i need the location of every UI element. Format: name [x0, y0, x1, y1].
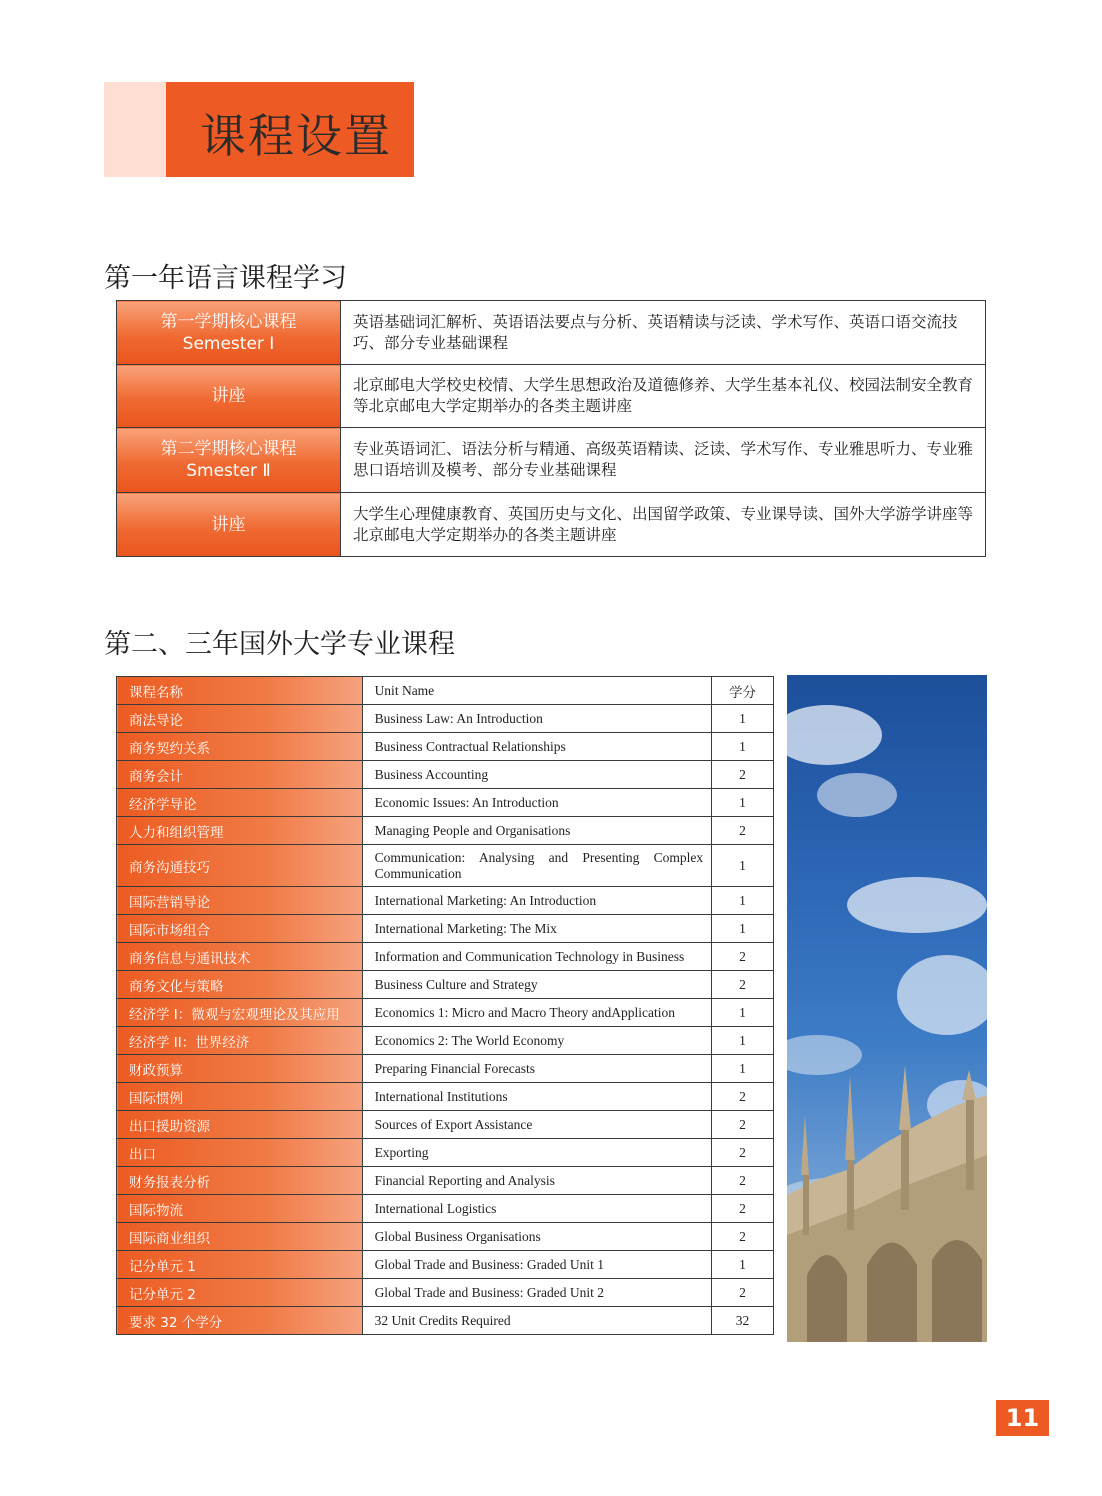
course-cn: 商务沟通技巧: [117, 845, 363, 887]
table-row: [117, 1223, 774, 1251]
course-en: Business Culture and Strategy: [362, 971, 712, 999]
row-label-sub: Smester Ⅱ: [186, 461, 271, 481]
course-credit: 1: [712, 1027, 774, 1055]
cathedral-photo: [787, 675, 987, 1342]
course-cn: 经济学导论: [117, 789, 363, 817]
course-cn: 国际营销导论: [117, 887, 363, 915]
course-en: Business Law: An Introduction: [362, 705, 712, 733]
course-cn: 商务信息与通讯技术: [117, 943, 363, 971]
table-header-row: [117, 677, 774, 705]
table-row: [117, 1307, 774, 1335]
header-credit: 学分: [712, 677, 774, 705]
table-row: [117, 1083, 774, 1111]
table-row: [117, 915, 774, 943]
course-cn: 人力和组织管理: [117, 817, 363, 845]
header-course-name: 课程名称: [117, 677, 363, 705]
table-row: [117, 817, 774, 845]
lecture-label: [117, 493, 341, 557]
course-credit: 2: [712, 1167, 774, 1195]
language-course-table: [116, 300, 986, 557]
table-row: [117, 1111, 774, 1139]
table-row: [117, 887, 774, 915]
course-en: Global Business Organisations: [362, 1223, 712, 1251]
course-credit: 2: [712, 761, 774, 789]
course-en: International Marketing: The Mix: [362, 915, 712, 943]
table-row: [117, 845, 774, 887]
course-en: Global Trade and Business: Graded Unit 2: [362, 1279, 712, 1307]
page-number: 11: [996, 1400, 1049, 1436]
course-en: Communication: Analysing and Presenting Complex Communication: [362, 845, 712, 887]
course-cn: 国际市场组合: [117, 915, 363, 943]
table-row: [117, 493, 986, 557]
course-cn: 商务会计: [117, 761, 363, 789]
table-row: [117, 971, 774, 999]
table-row: [117, 705, 774, 733]
course-credit: 1: [712, 887, 774, 915]
course-credit: 2: [712, 1279, 774, 1307]
section2-title: 第二、三年国外大学专业课程: [104, 629, 455, 660]
section1-title: 第一年语言课程学习: [104, 263, 347, 294]
table-row: [117, 789, 774, 817]
course-credit: 1: [712, 705, 774, 733]
course-credit: 2: [712, 971, 774, 999]
course-en: Exporting: [362, 1139, 712, 1167]
row-label-sub: Semester Ⅰ: [182, 333, 275, 354]
course-en: Economics 1: Micro and Macro Theory andApplication: [362, 999, 712, 1027]
course-en: International Logistics: [362, 1195, 712, 1223]
table-row: [117, 1139, 774, 1167]
course-en: International Marketing: An Introduction: [362, 887, 712, 915]
lecture-label: [117, 365, 341, 428]
course-cn: 商法导论: [117, 705, 363, 733]
course-cn: 经济学 II：世界经济: [117, 1027, 363, 1055]
course-credit: 1: [712, 789, 774, 817]
table-row: [117, 365, 986, 428]
course-en: Sources of Export Assistance: [362, 1111, 712, 1139]
table-row: [117, 999, 774, 1027]
course-en: Global Trade and Business: Graded Unit 1: [362, 1251, 712, 1279]
course-cn: 国际商业组织: [117, 1223, 363, 1251]
course-cn: 出口: [117, 1139, 363, 1167]
course-en: Financial Reporting and Analysis: [362, 1167, 712, 1195]
table-row: [117, 1279, 774, 1307]
course-credit: 2: [712, 817, 774, 845]
professional-course-table: [116, 676, 774, 1335]
course-credit: 1: [712, 1251, 774, 1279]
course-en: Business Accounting: [362, 761, 712, 789]
course-credit: 1: [712, 733, 774, 761]
page-title: 课程设置: [200, 109, 392, 163]
course-cn: 财政预算: [117, 1055, 363, 1083]
course-en: Managing People and Organisations: [362, 817, 712, 845]
course-cn: 国际惯例: [117, 1083, 363, 1111]
table-row: [117, 1055, 774, 1083]
course-en: 32 Unit Credits Required: [362, 1307, 712, 1335]
course-en: Information and Communication Technology in Business: [362, 943, 712, 971]
row-label: 第二学期核心课程: [160, 439, 297, 459]
cathedral-illustration: [787, 675, 987, 1342]
row-description: 北京邮电大学校史校情、大学生思想政治及道德修养、大学生基本礼仪、校园法制安全教育等北京邮电大学定期举办的各类主题讲座: [341, 365, 986, 428]
semester1-label: [117, 301, 341, 365]
header-unit-name: Unit Name: [362, 677, 712, 705]
row-label: 第一学期核心课程: [160, 311, 297, 332]
table-row: [117, 1167, 774, 1195]
table-row: [117, 1251, 774, 1279]
semester2-label: [117, 428, 341, 493]
table-row: [117, 1027, 774, 1055]
course-en: International Institutions: [362, 1083, 712, 1111]
table-row: [117, 943, 774, 971]
course-cn: 记分单元 1: [117, 1251, 363, 1279]
row-label: 讲座: [211, 514, 246, 535]
course-credit: 2: [712, 1223, 774, 1251]
table-row: [117, 1195, 774, 1223]
course-credit: 2: [712, 1139, 774, 1167]
course-credit: 1: [712, 915, 774, 943]
course-credit: 2: [712, 1083, 774, 1111]
course-en: Preparing Financial Forecasts: [362, 1055, 712, 1083]
table-row: [117, 761, 774, 789]
course-credit: 1: [712, 999, 774, 1027]
course-credit: 2: [712, 943, 774, 971]
course-cn: 财务报表分析: [117, 1167, 363, 1195]
table-row: [117, 428, 986, 493]
row-description: 大学生心理健康教育、英国历史与文化、出国留学政策、专业课导读、国外大学游学讲座等北京邮电大学定期举办的各类主题讲座: [341, 493, 986, 557]
header-tab: [104, 82, 414, 177]
course-cn: 记分单元 2: [117, 1279, 363, 1307]
row-description: 专业英语词汇、语法分析与精通、高级英语精读、泛读、学术写作、专业雅思听力、专业雅思口语培训及模考、部分专业基础课程: [341, 428, 986, 493]
course-credit: 1: [712, 845, 774, 887]
course-cn: 商务契约关系: [117, 733, 363, 761]
course-cn: 经济学 I：微观与宏观理论及其应用: [117, 999, 363, 1027]
course-cn: 要求 32 个学分: [117, 1307, 363, 1335]
course-cn: 商务文化与策略: [117, 971, 363, 999]
course-cn: 国际物流: [117, 1195, 363, 1223]
table-row: [117, 733, 774, 761]
course-en: Business Contractual Relationships: [362, 733, 712, 761]
course-credit: 1: [712, 1055, 774, 1083]
row-description: 英语基础词汇解析、英语语法要点与分析、英语精读与泛读、学术写作、英语口语交流技巧、部分专业基础课程: [341, 301, 986, 365]
course-en: Economic Issues: An Introduction: [362, 789, 712, 817]
course-en: Economics 2: The World Economy: [362, 1027, 712, 1055]
course-credit: 2: [712, 1111, 774, 1139]
row-label: 讲座: [211, 386, 246, 406]
course-credit: 32: [712, 1307, 774, 1335]
table-row: [117, 301, 986, 365]
course-cn: 出口援助资源: [117, 1111, 363, 1139]
course-credit: 2: [712, 1195, 774, 1223]
